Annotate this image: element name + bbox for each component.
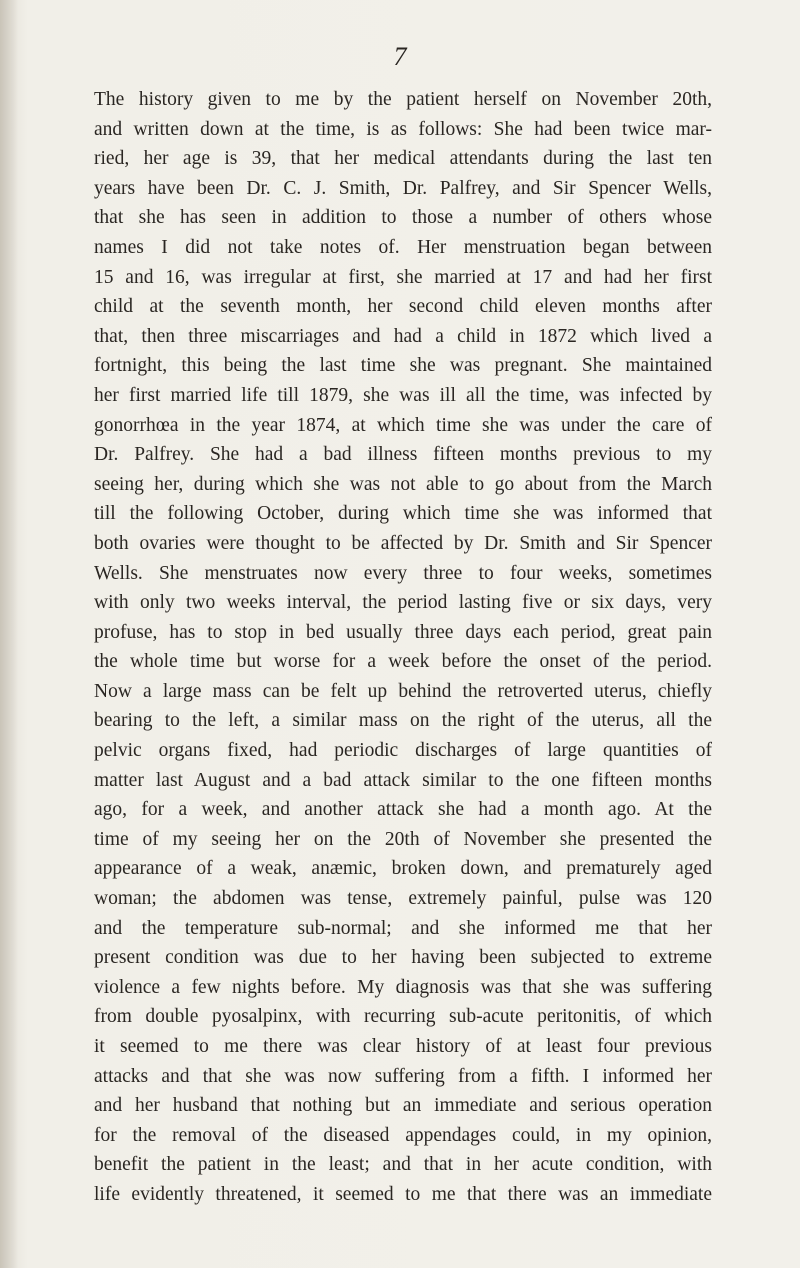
text-line: profuse, has to stop in bed usually three days each period, great pain bbox=[94, 621, 712, 643]
text-line: time of my seeing her on the 20th of November she presented the bbox=[94, 828, 712, 850]
text-line: bearing to the left, a similar mass on the right of the uterus, all the bbox=[94, 710, 712, 732]
text-line: pelvic organs fixed, had periodic discharges of large quantities of bbox=[94, 740, 712, 762]
text-line: Now a large mass can be felt up behind the retroverted uterus, chiefly bbox=[94, 680, 712, 702]
page-number: 7 bbox=[393, 42, 407, 71]
text-line: that she has seen in addition to those a number of others whose bbox=[94, 207, 712, 229]
text-line: ago, for a week, and another attack she had a month ago. At the bbox=[94, 799, 712, 821]
text-line: benefit the patient in the least; and that in her acute condition, with bbox=[94, 1154, 712, 1176]
text-line: years have been Dr. C. J. Smith, Dr. Palfrey, and Sir Spencer Wells, bbox=[94, 177, 712, 199]
body-paragraph bbox=[94, 85, 712, 1210]
page-binding-shadow bbox=[0, 0, 18, 1268]
text-line: and her husband that nothing but an immediate and serious operation bbox=[94, 1095, 712, 1117]
text-line: The history given to me by the patient herself on November 20th, bbox=[94, 89, 712, 110]
text-line: and the temperature sub-normal; and she informed me that her bbox=[94, 917, 712, 939]
text-line: gonorrhœa in the year 1874, at which time she was under the care of bbox=[94, 414, 712, 436]
text-line: that, then three miscarriages and had a child in 1872 which lived a bbox=[94, 325, 712, 347]
text-line: present condition was due to her having been subjected to extreme bbox=[94, 947, 712, 969]
text-line: the whole time but worse for a week before the onset of the period. bbox=[94, 651, 712, 673]
text-line: names I did not take notes of. Her menstruation began between bbox=[94, 236, 712, 258]
text-line: both ovaries were thought to be affected by Dr. Smith and Sir Spencer bbox=[94, 532, 712, 554]
text-line: Wells. She menstruates now every three to four weeks, sometimes bbox=[94, 562, 712, 584]
text-line: violence a few nights before. My diagnosis was that she was suffering bbox=[94, 976, 712, 998]
text-line: and written down at the time, is as follows: She had been twice mar- bbox=[94, 118, 712, 140]
text-line: 15 and 16, was irregular at first, she married at 17 and had her first bbox=[94, 266, 712, 288]
text-line: till the following October, during which time she was informed that bbox=[94, 503, 712, 525]
text-line: child at the seventh month, her second child eleven months after bbox=[94, 296, 712, 318]
text-line: appearance of a weak, anæmic, broken down, and prematurely aged bbox=[94, 858, 712, 880]
text-line: attacks and that she was now suffering from a fifth. I informed her bbox=[94, 1065, 712, 1087]
text-line: fortnight, this being the last time she was pregnant. She maintained bbox=[94, 355, 712, 377]
text-line: it seemed to me there was clear history of at least four previous bbox=[94, 1036, 712, 1057]
text-line: for the removal of the diseased appendages could, in my opinion, bbox=[94, 1124, 712, 1146]
text-line: her first married life till 1879, she was ill all the time, was infected by bbox=[94, 384, 712, 406]
text-line: matter last August and a bad attack similar to the one fifteen months bbox=[94, 769, 712, 791]
text-line: ried, her age is 39, that her medical attendants during the last ten bbox=[94, 148, 712, 170]
text-line: life evidently threatened, it seemed to me that there was an immediate bbox=[94, 1183, 712, 1205]
text-line: woman; the abdomen was tense, extremely painful, pulse was 120 bbox=[94, 888, 712, 910]
text-line: from double pyosalpinx, with recurring sub-acute peritonitis, of which bbox=[94, 1006, 712, 1028]
text-line: seeing her, during which she was not able to go about from the March bbox=[94, 473, 712, 495]
text-line: Dr. Palfrey. She had a bad illness fifteen months previous to my bbox=[94, 444, 712, 466]
text-line: with only two weeks interval, the period lasting five or six days, very bbox=[94, 592, 712, 614]
